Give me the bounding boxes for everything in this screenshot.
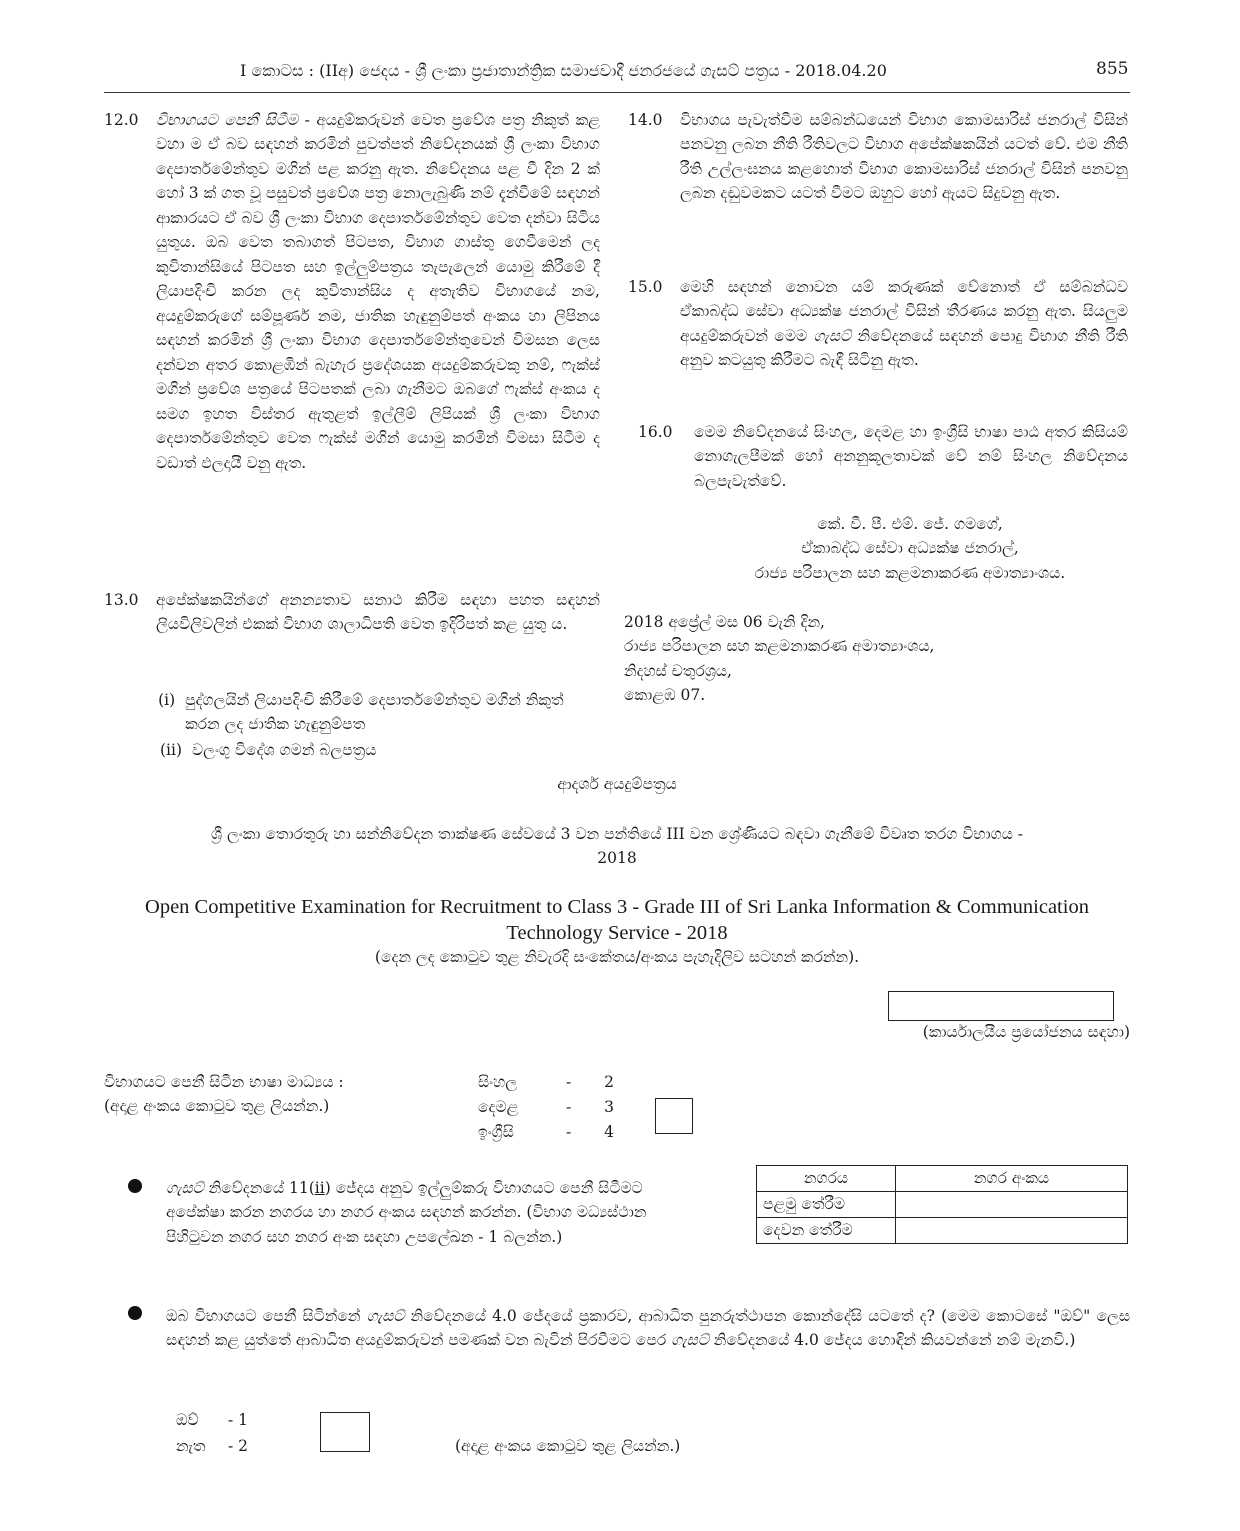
list-item xyxy=(156,688,600,737)
option-code: - 2 xyxy=(228,1437,249,1455)
language-dash: - xyxy=(566,1073,572,1091)
signatory-ministry: රාජ්‍ය පරිපාලන සහ කළමනාකරණ අමාත්‍යාංශය. xyxy=(754,563,1066,582)
signatory-name: කේ. වී. පී. එම්. ජේ. ගමගේ, xyxy=(817,515,1003,533)
language-option xyxy=(478,1120,618,1145)
address-line: රාජ්‍ය පරිපාලන සහ කළමනාකරණ අමාත්‍යාංශය, xyxy=(624,637,935,656)
city-number-cell[interactable] xyxy=(896,1192,1128,1218)
paragraph-12 xyxy=(104,108,600,475)
language-code: 4 xyxy=(604,1123,614,1141)
language-options xyxy=(478,1070,618,1145)
paragraph-body: - අයදුම්කරුවන් වෙත ප්‍රවේශ පත්‍ර නිකුත් කළ වහා ම ඒ බව සඳහන් කරමින් පුවත්පත් නිවේදනයක් ශ්‍රී ලංකා විභාග දෙපාර්තමේන්තුව මගින් පළ කරනු ඇත. නිවේදනය පළ වී දින 2 ක් හෝ 3 ක් ගත වූ පසුවත් ප්‍රවේශ පත්‍ර නොලැබුණි නම් දැන්වීමේ සඳහන් ආකාරයට ඒ බව ශ්‍රී ලංකා විභාග දෙපාර්තමේන්තුව වෙත දන්වා සිටිය යුතුය. ඔබ වෙත තබාගත් පිටපත, විභාග ගාස්තු ගෙවීමෙන් ලද කුවිතාන්සියේ පිටපත සහ ඉල්ලුම්පත්‍රය තැපැලෙන් යොමු කිරීමේ දී ලියාපදිංචි කරන ලද කුවිතාන්සිය ද අතැතිව විභාගයේ නම, අයදුම්කරුගේ සම්පූර්ණ නම, ජාතික හැඳුනුම්පත් අංකය හා ලිපිනය සඳහන් කරමින් ශ්‍රී ලංකා විභාග දෙපාර්තමේන්තුවෙන් විමසන ලෙස දන්වන අතර කොළඹින් බැහැර ප්‍රදේශයක අයදුම්කරුවකු නම්, ෆැක්ස් මගින් ප්‍රවේශ පත්‍රයේ පිටපතක් ලබා ගැනීමට ඔබගේ ෆැක්ස් අංකය ද සමග ඉහත විස්තර ඇතුළත් ඉල්ලීම් ලිපියක් ශ්‍රී ලංකා විභාග දෙපාර්තමේන්තුව වෙත ෆැක්ස් මගින් යොමු කරමින් විමසා සිටීම ද වඩාත් ඵලදායී වනු ඇත. xyxy=(156,111,600,472)
exam-title-english-line: Open Competitive Examination for Recruitment to Class 3 - Grade III of Sri Lanka Information & Communication xyxy=(145,896,1089,918)
list-item xyxy=(156,738,600,762)
language-name: සිංහල xyxy=(478,1073,518,1091)
question-text: නිවේදනයේ 4.0 ජේදයේ ප්‍රකාරව, ආබාධිත පුනරුත්ථාපන කොන්දේසි යටතේ ද? (මෙම කොටසේ "ඔව්" ලෙස සඳහන් කළ යුත්තේ ආබාධිත අයදුම්කරුවන් පමණක් වන බැවින් පිරවීමට පෙර xyxy=(166,1307,1130,1350)
list-item-number: (i) xyxy=(158,691,176,709)
address-line: කොළඹ 07. xyxy=(624,686,706,705)
table-row xyxy=(757,1192,1128,1218)
medium-label: විභාගයට පෙනී සිටින භාෂා මාධ්‍යය : xyxy=(104,1073,344,1091)
table-header: නගර අංකය xyxy=(896,1166,1128,1192)
page-number: 855 xyxy=(1096,59,1129,79)
paragraph-number: 16.0 xyxy=(638,423,673,441)
bullet-icon xyxy=(128,1306,142,1320)
model-application-title: ආදර්ශ අයදුම්පත්‍රය xyxy=(557,775,677,793)
yes-no-options xyxy=(176,1408,296,1460)
option-code: - 1 xyxy=(228,1411,249,1429)
table-row xyxy=(757,1218,1128,1244)
form-instruction: (දෙන ලද කොටුව තුළ නිවැරදි සංකේතය/අංකය පැහැදිලිව සටහන් කරන්න). xyxy=(374,948,860,966)
table-header: නගරය xyxy=(757,1166,896,1192)
city-choice-table xyxy=(756,1165,1128,1244)
medium-section xyxy=(104,1070,484,1119)
paragraph-lead: විභාගයට පෙනී සිටීම xyxy=(156,111,299,129)
language-name: දෙමළ xyxy=(478,1098,519,1116)
paragraph-15 xyxy=(628,275,1128,373)
yes-no-code-box[interactable] xyxy=(320,1412,370,1452)
paragraph-number: 12.0 xyxy=(104,111,139,129)
list-item-number: (ii) xyxy=(159,741,182,759)
gazette-header-title: I කොටස : (IIඅ) ජෙදය - ශ්‍රී ලංකා ප්‍රජාතාන්ත්‍රික සමාජවාදී ජනරජයේ ගැසට් පත්‍රය - 2018.04.20 xyxy=(240,61,887,80)
table-row-label: දෙවන තේරීම xyxy=(757,1218,896,1244)
gazette-word: ගැසට් xyxy=(366,1307,405,1325)
language-option xyxy=(478,1070,618,1095)
language-code: 3 xyxy=(604,1098,614,1116)
disability-question xyxy=(166,1304,1130,1353)
paragraph-text xyxy=(156,108,600,475)
language-dash: - xyxy=(566,1123,572,1141)
language-code: 2 xyxy=(604,1073,614,1091)
list-item-text: වලංගු විදේශ ගමන් බලපත්‍රය xyxy=(192,741,377,759)
city-instruction-text: ) ජේදය අනුව ඉල්ලුම්කරු විභාගයට පෙනී සිටීමට අපේක්ෂා කරන නගරය හා නගර අංකය සඳහන් කරන්න. (විභාග මධ්‍යස්ථාන පිහිටුවන නගර සහ නගර අංක සඳහා උපලේඛන - 1 බලන්න.) xyxy=(166,1179,647,1246)
medium-note: (අදාළ අංකය කොටුව තුළ ලියන්න.) xyxy=(104,1097,330,1116)
option-label: නැත xyxy=(176,1437,206,1455)
language-dash: - xyxy=(566,1098,572,1116)
option-row xyxy=(176,1434,296,1460)
paragraph-text: අපේක්ෂකයින්ගේ අනන්‍යතාව සනාථ කිරීම සඳහා පහත සඳහන් ලියවිලිවලින් එකක් විභාග ශාලාධිපති වෙත ඉදිරිපත් කළ යුතු ය. xyxy=(156,591,600,634)
address-line: නිදහස් චතුරශ්‍රය, xyxy=(624,661,732,680)
paragraph-number: 14.0 xyxy=(628,111,663,129)
clause-number: ii xyxy=(314,1179,325,1197)
paragraph-text: විභාගය පැවැත්වීම සම්බන්ධයෙන් විභාග කොමසාරිස් ජනරාල් විසින් පනවනු ලබන නීති රීතිවලට විභාග අපේක්ෂකයින් යටත් වේ. එම නීති රීති උල්ලංඝනය කළහොත් විභාග කොමසාරිස් ජනරාල් විසින් පනවනු ලබන දඬුවමකට යටත් වීමට ඔහුට හෝ ඇයට සිදුවනු ඇත. xyxy=(680,111,1128,203)
paragraph-number: 15.0 xyxy=(628,278,663,296)
question-text: නිවේදනයේ 4.0 ජේදය හොඳින් කියවන්නේ නම් මැනවි.) xyxy=(708,1331,1076,1350)
paragraph-body: නිවේදනයේ සඳහන් පොදු විභාග නීති රීති අනුව කටයුතු කිරීමට බැඳී සිටිනු ඇත. xyxy=(680,326,1128,370)
office-use-box[interactable] xyxy=(888,991,1114,1021)
paragraph-13 xyxy=(104,588,600,637)
signatory-title: ඒකාබද්ධ සේවා අධ්‍යක්ෂ ජනරාල්, xyxy=(801,539,1019,558)
office-use-label: (කාර්යාලයීය ප්‍රයෝජනය සඳහා) xyxy=(922,1023,1130,1041)
paragraph-text: මෙම නිවේදනයේ සිංහල, දෙමළ හා ඉංග්‍රීසි භාෂා පාඨ අතර කිසියම් නොගැලපීමක් හෝ අනනුකූලතාවක් වේ නම් සිංහල නිවේදනය බලපැවැත්වේ. xyxy=(694,423,1128,490)
exam-title-sinhala-year: 2018 xyxy=(597,849,637,868)
date-address-block xyxy=(624,610,1124,708)
city-instruction-text: නිවේදනයේ 11( xyxy=(203,1179,315,1197)
language-option xyxy=(478,1095,618,1120)
exam-title-english-line: Technology Service - 2018 xyxy=(506,922,728,945)
header-rule xyxy=(104,92,1130,93)
paragraph-body: මෙහි සඳහන් නොවන යම් කරුණක් වේනොත් ඒ සම්බන්ධව ඒකාබද්ධ සේවා අධ්‍යක්ෂ ජනරාල් විසින් තීරණය කරනු ඇත. සියලුම අයදුම්කරුවන් මෙම xyxy=(680,278,1128,345)
question-text: ඔබ විභාගයට පෙනී සිටින්නේ xyxy=(166,1307,367,1325)
exam-title-sinhala-line: ශ්‍රී ලංකා තොරතුරු හා සන්නිවේදන තාක්ෂණ සේවයේ 3 වන පන්තියේ III වන ශ්‍රේණියට බඳවා ගැනීමේ විවෘත තරග විභාගය - xyxy=(210,825,1024,843)
option-row xyxy=(176,1408,296,1434)
city-number-cell[interactable] xyxy=(896,1218,1128,1244)
issue-date: 2018 අප්‍රේල් මස 06 වැනි දින, xyxy=(624,613,825,631)
option-label: ඔව් xyxy=(176,1411,199,1429)
gazette-word: ගැසට් xyxy=(813,326,852,345)
gazette-word: ගැසට් xyxy=(671,1331,709,1350)
paragraph-14 xyxy=(628,108,1128,206)
paragraph-16 xyxy=(638,420,1128,493)
paragraph-number: 13.0 xyxy=(104,591,139,609)
city-instruction xyxy=(166,1176,662,1249)
exam-title-english xyxy=(104,894,1130,946)
medium-code-box[interactable] xyxy=(655,1098,693,1134)
yes-no-note: (අදාළ අංකය කොටුව තුළ ලියන්න.) xyxy=(455,1437,681,1455)
table-row-label: පළමු තේරීම xyxy=(757,1192,896,1218)
exam-title-sinhala xyxy=(104,822,1130,871)
paragraph-text xyxy=(680,275,1128,373)
gazette-word: ගැසට් xyxy=(166,1179,204,1197)
signature-block xyxy=(690,512,1130,585)
bullet-icon xyxy=(128,1179,142,1193)
list-item-text: පුද්ගලයින් ලියාපදිංචි කිරීමේ දෙපාර්තමේන්තුව මගින් නිකුත් කරන ලද ජාතික හැඳුනුම්පත xyxy=(185,691,564,734)
language-name: ඉංග්‍රීසි xyxy=(478,1123,514,1141)
